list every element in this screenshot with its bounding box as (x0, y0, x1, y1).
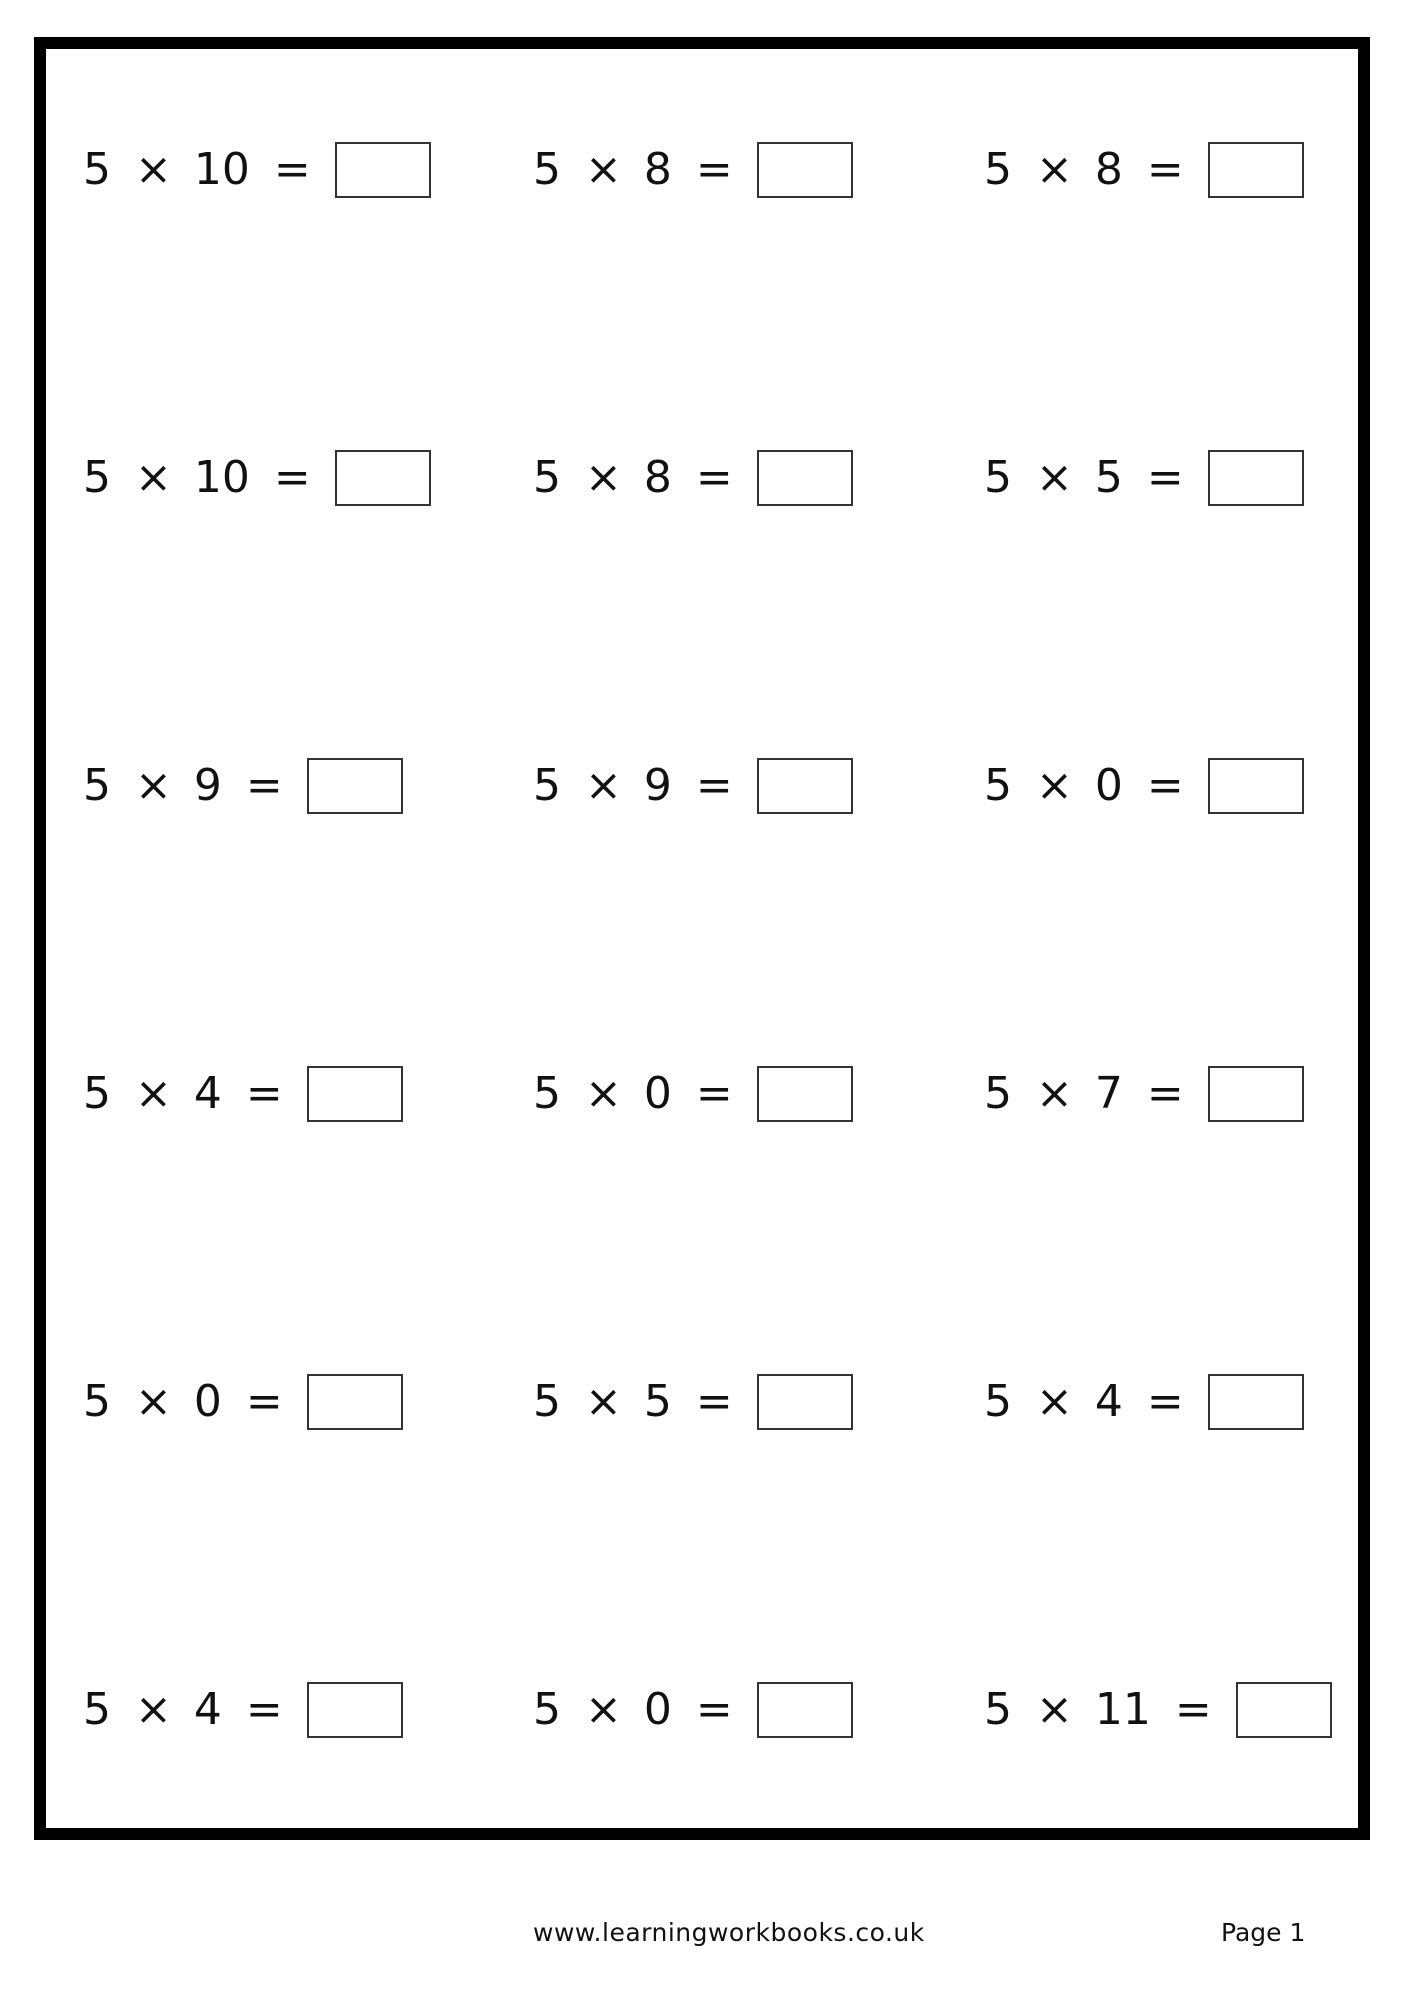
answer-box[interactable] (757, 758, 853, 814)
multiplicand: 5 (83, 1684, 111, 1735)
times-sign: × (1036, 1068, 1073, 1119)
equals-sign: = (695, 1684, 733, 1735)
multiplier: 10 (193, 452, 250, 503)
problem (83, 140, 431, 200)
answer-box[interactable] (757, 1682, 853, 1738)
times-sign: × (585, 144, 622, 195)
problem (984, 756, 1304, 816)
problem (984, 1680, 1332, 1740)
answer-box[interactable] (757, 1374, 853, 1430)
times-sign: × (135, 1376, 172, 1427)
problem (984, 1064, 1304, 1124)
multiplier: 5 (643, 1376, 672, 1427)
equals-sign: = (1146, 144, 1184, 195)
multiplicand: 5 (533, 452, 561, 503)
problem (533, 1064, 853, 1124)
multiplier: 8 (643, 452, 672, 503)
multiplier: 0 (1094, 760, 1123, 811)
equals-sign: = (273, 144, 311, 195)
equals-sign: = (695, 1376, 733, 1427)
multiplier: 4 (193, 1684, 222, 1735)
answer-box[interactable] (307, 1374, 403, 1430)
multiplicand: 5 (984, 144, 1012, 195)
multiplier: 0 (193, 1376, 222, 1427)
equals-sign: = (695, 1068, 733, 1119)
times-sign: × (1036, 760, 1073, 811)
multiplicand: 5 (83, 1376, 111, 1427)
multiplicand: 5 (533, 760, 561, 811)
equals-sign: = (245, 760, 283, 811)
answer-box[interactable] (335, 142, 431, 198)
times-sign: × (585, 1376, 622, 1427)
equals-sign: = (1146, 1376, 1184, 1427)
problem (984, 1372, 1304, 1432)
equals-sign: = (1146, 760, 1184, 811)
problem (83, 1372, 403, 1432)
multiplicand: 5 (533, 1684, 561, 1735)
equals-sign: = (1146, 1068, 1184, 1119)
problem (533, 140, 853, 200)
equals-sign: = (245, 1376, 283, 1427)
times-sign: × (135, 144, 172, 195)
multiplier: 8 (1094, 144, 1123, 195)
multiplier: 10 (193, 144, 250, 195)
multiplicand: 5 (83, 452, 111, 503)
equals-sign: = (695, 760, 733, 811)
times-sign: × (135, 452, 172, 503)
multiplier: 7 (1094, 1068, 1123, 1119)
equals-sign: = (695, 452, 733, 503)
multiplier: 5 (1094, 452, 1123, 503)
answer-box[interactable] (1208, 142, 1304, 198)
answer-box[interactable] (757, 450, 853, 506)
equals-sign: = (695, 144, 733, 195)
multiplier: 9 (643, 760, 672, 811)
answer-box[interactable] (1236, 1682, 1332, 1738)
multiplicand: 5 (984, 1684, 1012, 1735)
multiplicand: 5 (984, 452, 1012, 503)
times-sign: × (585, 1684, 622, 1735)
multiplicand: 5 (984, 1376, 1012, 1427)
answer-box[interactable] (1208, 1374, 1304, 1430)
multiplicand: 5 (533, 1376, 561, 1427)
times-sign: × (135, 1068, 172, 1119)
answer-box[interactable] (757, 1066, 853, 1122)
problem (984, 448, 1304, 508)
problem (984, 140, 1304, 200)
multiplier: 11 (1094, 1684, 1151, 1735)
multiplicand: 5 (533, 1068, 561, 1119)
times-sign: × (1036, 452, 1073, 503)
worksheet-border (34, 37, 1370, 1840)
multiplier: 4 (193, 1068, 222, 1119)
answer-box[interactable] (335, 450, 431, 506)
multiplier: 0 (643, 1684, 672, 1735)
answer-box[interactable] (307, 758, 403, 814)
times-sign: × (585, 760, 622, 811)
answer-box[interactable] (1208, 758, 1304, 814)
equals-sign: = (273, 452, 311, 503)
problem (533, 1680, 853, 1740)
answer-box[interactable] (757, 142, 853, 198)
multiplicand: 5 (984, 1068, 1012, 1119)
times-sign: × (585, 1068, 622, 1119)
multiplicand: 5 (83, 760, 111, 811)
problem (83, 1680, 403, 1740)
equals-sign: = (245, 1684, 283, 1735)
equals-sign: = (1146, 452, 1184, 503)
times-sign: × (135, 1684, 172, 1735)
times-sign: × (585, 452, 622, 503)
problem (533, 448, 853, 508)
multiplicand: 5 (533, 144, 561, 195)
problem (83, 448, 431, 508)
times-sign: × (1036, 1376, 1073, 1427)
equals-sign: = (1174, 1684, 1212, 1735)
times-sign: × (1036, 1684, 1073, 1735)
footer-website: www.learningworkbooks.co.uk (533, 1918, 925, 1947)
multiplier: 0 (643, 1068, 672, 1119)
problem (83, 1064, 403, 1124)
page-number: Page 1 (1221, 1918, 1306, 1947)
multiplier: 8 (643, 144, 672, 195)
equals-sign: = (245, 1068, 283, 1119)
answer-box[interactable] (1208, 1066, 1304, 1122)
answer-box[interactable] (1208, 450, 1304, 506)
times-sign: × (1036, 144, 1073, 195)
answer-box[interactable] (307, 1066, 403, 1122)
multiplier: 4 (1094, 1376, 1123, 1427)
multiplier: 9 (193, 760, 222, 811)
problem (533, 756, 853, 816)
problem (83, 756, 403, 816)
multiplicand: 5 (984, 760, 1012, 811)
answer-box[interactable] (307, 1682, 403, 1738)
times-sign: × (135, 760, 172, 811)
multiplicand: 5 (83, 144, 111, 195)
problem (533, 1372, 853, 1432)
multiplicand: 5 (83, 1068, 111, 1119)
